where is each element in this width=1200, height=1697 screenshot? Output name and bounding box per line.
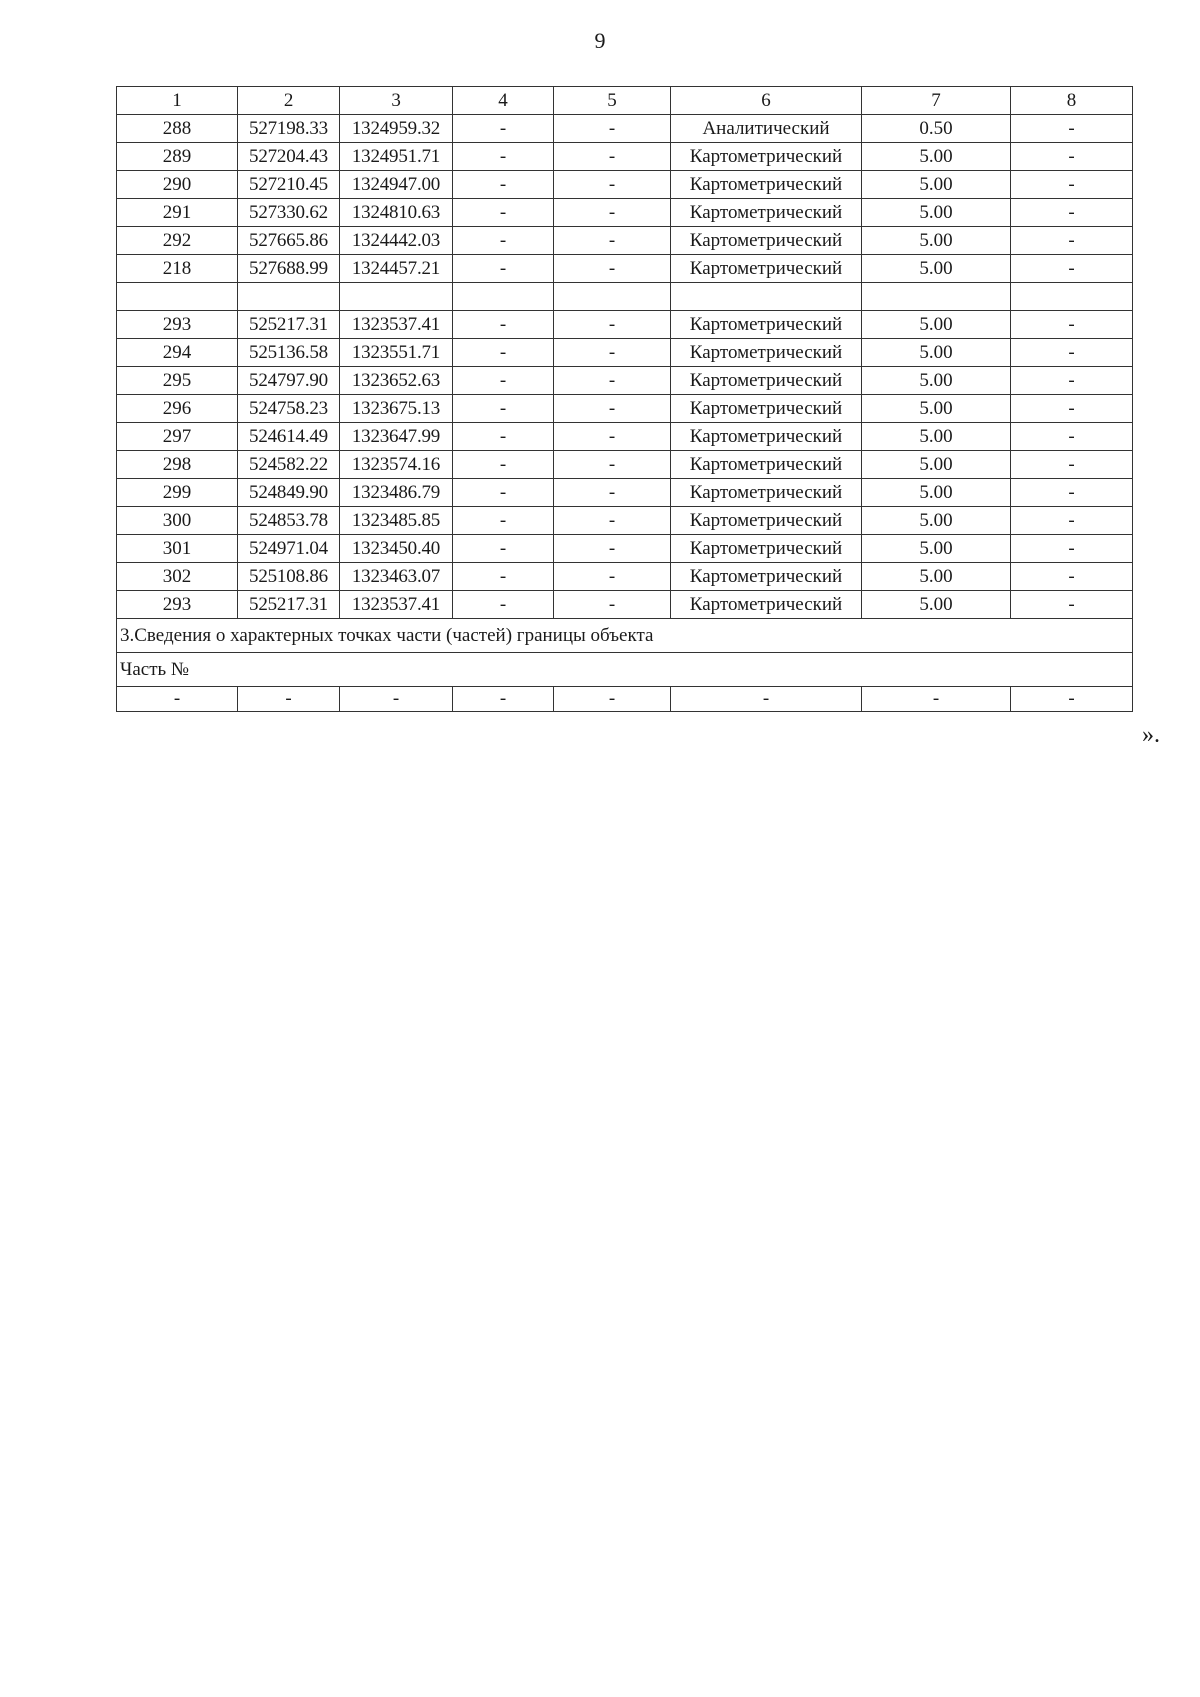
cell-point-number: 218 — [117, 255, 238, 283]
cell-accuracy: 5.00 — [862, 171, 1011, 199]
cell-col-5: - — [554, 115, 671, 143]
cell-y-coordinate: - — [340, 687, 453, 712]
cell-col-5: - — [554, 227, 671, 255]
cell-accuracy: 5.00 — [862, 339, 1011, 367]
cell-y-coordinate: 1324442.03 — [340, 227, 453, 255]
cell-col-4 — [453, 283, 554, 311]
cell-col-5: - — [554, 255, 671, 283]
cell-col-4: - — [453, 339, 554, 367]
cell-x-coordinate — [238, 283, 340, 311]
table-row — [117, 171, 1133, 199]
cell-x-coordinate: 527330.62 — [238, 199, 340, 227]
table-row — [117, 451, 1133, 479]
cell-col-5 — [554, 283, 671, 311]
cell-col-8: - — [1011, 255, 1133, 283]
cell-col-8: - — [1011, 451, 1133, 479]
table-row — [117, 367, 1133, 395]
cell-method: Картометрический — [671, 507, 862, 535]
cell-accuracy: - — [862, 687, 1011, 712]
cell-col-4: - — [453, 311, 554, 339]
table-row — [117, 591, 1133, 619]
table-row — [117, 395, 1133, 423]
last-row — [117, 687, 1133, 712]
cell-accuracy: 5.00 — [862, 535, 1011, 563]
cell-method: Картометрический — [671, 255, 862, 283]
section-title-row-text: 3.Сведения о характерных точках части (частей) границы объекта — [117, 619, 1133, 653]
cell-method: Картометрический — [671, 563, 862, 591]
cell-accuracy: 5.00 — [862, 591, 1011, 619]
cell-x-coordinate: 527688.99 — [238, 255, 340, 283]
cell-col-5: - — [554, 311, 671, 339]
cell-x-coordinate: 525217.31 — [238, 591, 340, 619]
cell-y-coordinate: 1324457.21 — [340, 255, 453, 283]
cell-col-5: - — [554, 423, 671, 451]
cell-col-8: - — [1011, 367, 1133, 395]
cell-x-coordinate: 525217.31 — [238, 311, 340, 339]
cell-col-8: - — [1011, 535, 1133, 563]
cell-col-8: - — [1011, 143, 1133, 171]
cell-accuracy: 5.00 — [862, 199, 1011, 227]
cell-method: Картометрический — [671, 395, 862, 423]
cell-x-coordinate: 524582.22 — [238, 451, 340, 479]
cell-col-5: - — [554, 395, 671, 423]
cell-x-coordinate: 527665.86 — [238, 227, 340, 255]
cell-y-coordinate: 1323485.85 — [340, 507, 453, 535]
cell-col-4: - — [453, 535, 554, 563]
cell-col-5: - — [554, 143, 671, 171]
cell-col-8: - — [1011, 339, 1133, 367]
cell-y-coordinate: 1323537.41 — [340, 311, 453, 339]
table-row — [117, 227, 1133, 255]
cell-col-4: - — [453, 367, 554, 395]
cell-col-5: - — [554, 367, 671, 395]
cell-accuracy: 5.00 — [862, 143, 1011, 171]
section-title-row — [117, 619, 1133, 653]
cell-x-coordinate: 2 — [238, 87, 340, 115]
cell-method: Картометрический — [671, 451, 862, 479]
cell-accuracy: 5.00 — [862, 479, 1011, 507]
cell-col-4: - — [453, 143, 554, 171]
table-row — [117, 255, 1133, 283]
cell-col-4: - — [453, 115, 554, 143]
cell-point-number: 300 — [117, 507, 238, 535]
cell-col-8: - — [1011, 687, 1133, 712]
cell-col-8 — [1011, 283, 1133, 311]
cell-point-number: 299 — [117, 479, 238, 507]
cell-y-coordinate: 1324951.71 — [340, 143, 453, 171]
cell-col-5: - — [554, 339, 671, 367]
cell-col-4: - — [453, 479, 554, 507]
table-row — [117, 115, 1133, 143]
cell-method — [671, 283, 862, 311]
cell-point-number: - — [117, 687, 238, 712]
cell-col-4: - — [453, 227, 554, 255]
cell-accuracy: 5.00 — [862, 563, 1011, 591]
cell-col-4: - — [453, 687, 554, 712]
cell-col-4: - — [453, 171, 554, 199]
cell-col-4: - — [453, 563, 554, 591]
part-label-row — [117, 653, 1133, 687]
coordinates-table — [116, 86, 1133, 712]
cell-method: Картометрический — [671, 227, 862, 255]
cell-method: Картометрический — [671, 535, 862, 563]
table-row — [117, 423, 1133, 451]
cell-accuracy: 5.00 — [862, 423, 1011, 451]
cell-accuracy: 5.00 — [862, 507, 1011, 535]
cell-col-8: 8 — [1011, 87, 1133, 115]
cell-y-coordinate: 1324810.63 — [340, 199, 453, 227]
cell-point-number: 288 — [117, 115, 238, 143]
empty-separator-row — [117, 283, 1133, 311]
cell-col-4: - — [453, 395, 554, 423]
cell-x-coordinate: - — [238, 687, 340, 712]
cell-method: Картометрический — [671, 199, 862, 227]
cell-col-8: - — [1011, 563, 1133, 591]
cell-accuracy: 5.00 — [862, 395, 1011, 423]
cell-col-8: - — [1011, 507, 1133, 535]
cell-point-number: 293 — [117, 591, 238, 619]
table-row — [117, 199, 1133, 227]
cell-accuracy: 0.50 — [862, 115, 1011, 143]
cell-col-4: - — [453, 451, 554, 479]
cell-x-coordinate: 524853.78 — [238, 507, 340, 535]
cell-x-coordinate: 527204.43 — [238, 143, 340, 171]
cell-y-coordinate: 1324959.32 — [340, 115, 453, 143]
cell-y-coordinate — [340, 283, 453, 311]
cell-col-8: - — [1011, 199, 1133, 227]
cell-x-coordinate: 525136.58 — [238, 339, 340, 367]
cell-method: Картометрический — [671, 591, 862, 619]
cell-col-5: - — [554, 687, 671, 712]
cell-method: - — [671, 687, 862, 712]
cell-col-5: - — [554, 199, 671, 227]
cell-col-8: - — [1011, 227, 1133, 255]
cell-col-4: 4 — [453, 87, 554, 115]
cell-y-coordinate: 1323675.13 — [340, 395, 453, 423]
cell-accuracy: 5.00 — [862, 311, 1011, 339]
cell-accuracy: 5.00 — [862, 255, 1011, 283]
cell-col-5: - — [554, 563, 671, 591]
cell-method: Картометрический — [671, 479, 862, 507]
closing-quote-mark: ». — [1142, 722, 1160, 748]
cell-col-8: - — [1011, 591, 1133, 619]
cell-col-8: - — [1011, 479, 1133, 507]
cell-point-number: 1 — [117, 87, 238, 115]
cell-point-number — [117, 283, 238, 311]
cell-point-number: 293 — [117, 311, 238, 339]
cell-col-8: - — [1011, 115, 1133, 143]
cell-method: Картометрический — [671, 367, 862, 395]
cell-x-coordinate: 527198.33 — [238, 115, 340, 143]
cell-method: Картометрический — [671, 311, 862, 339]
cell-y-coordinate: 1323647.99 — [340, 423, 453, 451]
cell-col-8: - — [1011, 171, 1133, 199]
cell-point-number: 289 — [117, 143, 238, 171]
cell-point-number: 294 — [117, 339, 238, 367]
cell-col-8: - — [1011, 423, 1133, 451]
cell-method: Аналитический — [671, 115, 862, 143]
cell-method: 6 — [671, 87, 862, 115]
cell-y-coordinate: 1323537.41 — [340, 591, 453, 619]
cell-point-number: 301 — [117, 535, 238, 563]
cell-col-5: - — [554, 591, 671, 619]
cell-col-4: - — [453, 507, 554, 535]
cell-col-5: - — [554, 479, 671, 507]
table-row — [117, 563, 1133, 591]
table-row — [117, 479, 1133, 507]
cell-point-number: 302 — [117, 563, 238, 591]
cell-accuracy: 5.00 — [862, 451, 1011, 479]
cell-col-4: - — [453, 199, 554, 227]
cell-y-coordinate: 1323574.16 — [340, 451, 453, 479]
cell-col-4: - — [453, 591, 554, 619]
table-row — [117, 311, 1133, 339]
cell-point-number: 292 — [117, 227, 238, 255]
cell-y-coordinate: 1323551.71 — [340, 339, 453, 367]
cell-y-coordinate: 1324947.00 — [340, 171, 453, 199]
cell-accuracy — [862, 283, 1011, 311]
cell-y-coordinate: 1323486.79 — [340, 479, 453, 507]
header-row — [117, 87, 1133, 115]
table-row — [117, 143, 1133, 171]
cell-col-4: - — [453, 255, 554, 283]
page-number: 9 — [594, 28, 606, 53]
cell-accuracy: 5.00 — [862, 367, 1011, 395]
cell-x-coordinate: 524971.04 — [238, 535, 340, 563]
cell-y-coordinate: 1323463.07 — [340, 563, 453, 591]
cell-method: Картометрический — [671, 143, 862, 171]
cell-x-coordinate: 525108.86 — [238, 563, 340, 591]
table-row — [117, 507, 1133, 535]
cell-y-coordinate: 3 — [340, 87, 453, 115]
cell-method: Картометрический — [671, 171, 862, 199]
cell-col-5: - — [554, 535, 671, 563]
cell-col-5: - — [554, 171, 671, 199]
cell-accuracy: 5.00 — [862, 227, 1011, 255]
cell-col-5: - — [554, 507, 671, 535]
cell-col-8: - — [1011, 395, 1133, 423]
cell-point-number: 290 — [117, 171, 238, 199]
cell-method: Картометрический — [671, 423, 862, 451]
table-row — [117, 535, 1133, 563]
cell-method: Картометрический — [671, 339, 862, 367]
cell-accuracy: 7 — [862, 87, 1011, 115]
cell-point-number: 291 — [117, 199, 238, 227]
cell-x-coordinate: 524614.49 — [238, 423, 340, 451]
cell-x-coordinate: 524758.23 — [238, 395, 340, 423]
table-row — [117, 339, 1133, 367]
cell-point-number: 295 — [117, 367, 238, 395]
cell-x-coordinate: 524849.90 — [238, 479, 340, 507]
cell-col-5: 5 — [554, 87, 671, 115]
table-body — [117, 87, 1133, 712]
part-label-row-text: Часть № — [117, 653, 1133, 687]
cell-y-coordinate: 1323652.63 — [340, 367, 453, 395]
cell-col-4: - — [453, 423, 554, 451]
cell-point-number: 297 — [117, 423, 238, 451]
cell-col-5: - — [554, 451, 671, 479]
cell-col-8: - — [1011, 311, 1133, 339]
cell-y-coordinate: 1323450.40 — [340, 535, 453, 563]
cell-point-number: 298 — [117, 451, 238, 479]
cell-x-coordinate: 524797.90 — [238, 367, 340, 395]
cell-point-number: 296 — [117, 395, 238, 423]
cell-x-coordinate: 527210.45 — [238, 171, 340, 199]
